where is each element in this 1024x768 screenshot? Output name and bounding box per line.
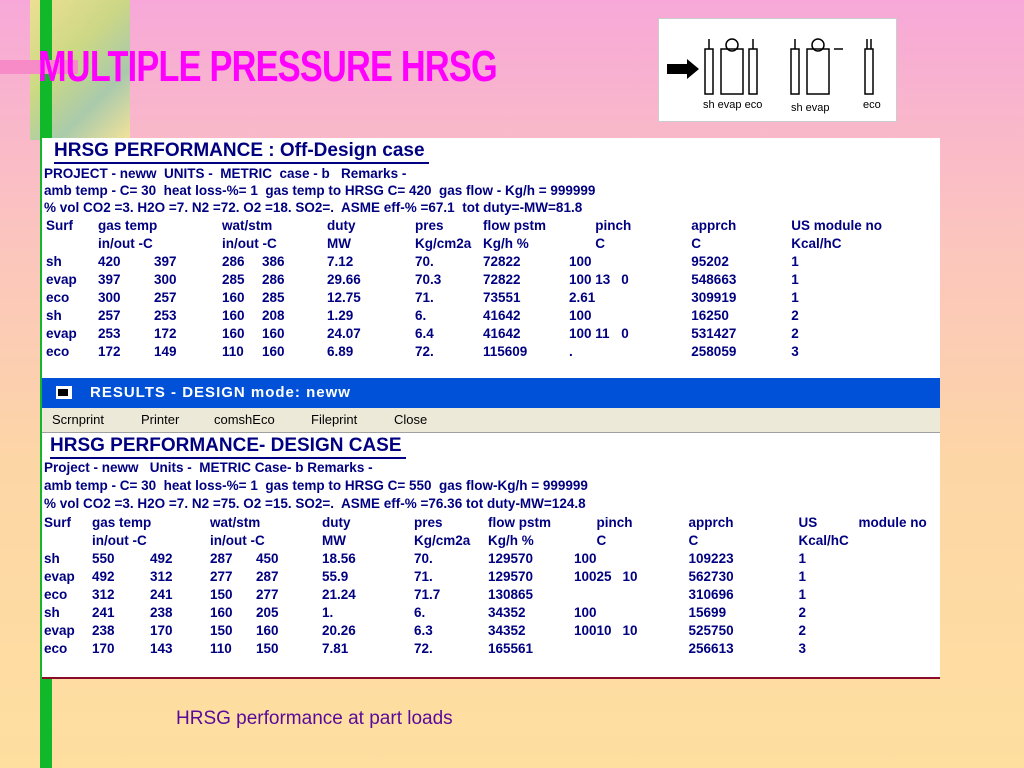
table-header-cell: US [798, 514, 818, 530]
table-cell: 6. [414, 604, 426, 620]
table-cell: eco [46, 343, 70, 359]
table-cell: eco [44, 586, 68, 602]
table-cell: 6.3 [414, 622, 433, 638]
table-header-cell: Kg/cm2a [414, 532, 471, 548]
table-header-cell: MW [327, 235, 351, 251]
table-cell: 72822 [483, 253, 521, 269]
table-cell: 34352 [488, 604, 526, 620]
table-cell: 16250 [691, 307, 729, 323]
table-header-row [46, 234, 882, 252]
table-header-cell: apprch [688, 514, 734, 530]
table-row [44, 603, 927, 621]
table-header-cell: gas temp [92, 514, 152, 530]
table-cell: 72. [414, 640, 433, 656]
table-cell: evap [46, 325, 77, 341]
table-header-cell: in/out -C [222, 235, 277, 251]
table-header-cell: Surf [44, 514, 71, 530]
offdesign-conditions-line: amb temp - C= 30 heat loss-%= 1 gas temp to HRSG C= 420 gas flow - Kg/h = 999999 [44, 183, 596, 198]
table-cell: 286 [262, 271, 285, 287]
design-conditions-line: amb temp - C= 30 heat loss-%= 1 gas temp to HRSG C= 550 gas flow-Kg/h = 999999 [44, 478, 588, 493]
table-cell: 100 [574, 550, 597, 566]
table-cell: 238 [150, 604, 173, 620]
table-cell: 241 [92, 604, 115, 620]
table-cell [623, 603, 689, 621]
table-cell: 256613 [688, 640, 734, 656]
table-cell: 160 [256, 622, 279, 638]
table-header-cell: C [596, 532, 607, 548]
table-cell [621, 288, 691, 306]
table-cell: 73551 [483, 289, 521, 305]
table-cell: 285 [262, 289, 285, 305]
table-header-row [44, 531, 927, 549]
table-cell: 20.26 [322, 622, 356, 638]
table-cell: eco [46, 289, 70, 305]
table-cell: 6. [415, 307, 427, 323]
table-cell: 100 [574, 568, 597, 584]
table-cell: 550 [92, 550, 115, 566]
table-cell: 253 [98, 325, 121, 341]
table-cell: 41642 [483, 307, 521, 323]
table-cell: 100 [569, 271, 592, 287]
table-row [44, 549, 927, 567]
table-cell: 1 [791, 253, 799, 269]
menu-fileprint[interactable]: Fileprint [311, 412, 358, 427]
table-cell: 95202 [691, 253, 729, 269]
design-composition-line: % vol CO2 =3. H2O =7. N2 =75. O2 =15. SO2=. ASME eff-% =76.36 tot duty-MW=124.8 [44, 496, 586, 511]
table-cell: 3 [791, 343, 799, 359]
table-row [46, 288, 882, 306]
table-cell: 312 [92, 586, 115, 602]
table-cell: sh [46, 253, 62, 269]
table-cell: 160 [210, 604, 233, 620]
menu-comsheco[interactable]: comshEco [214, 412, 275, 427]
table-header-cell: pinch [596, 514, 633, 530]
table-header-cell: apprch [691, 217, 737, 233]
table-header-cell: Kcal/hC [798, 532, 849, 548]
table-cell: 300 [154, 271, 177, 287]
table-cell: 150 [210, 586, 233, 602]
table-row [44, 621, 927, 639]
table-header-cell: pinch [595, 217, 632, 233]
table-cell: 130865 [488, 586, 534, 602]
table-cell [597, 639, 623, 657]
table-cell [621, 252, 691, 270]
table-cell: 70. [415, 253, 434, 269]
table-header-cell: Kg/h % [483, 235, 529, 251]
table-header-cell: duty [322, 514, 351, 530]
table-cell: evap [46, 271, 77, 287]
table-cell: 10 [596, 622, 612, 638]
table-header-row [44, 513, 927, 531]
table-cell [623, 585, 689, 603]
table-cell: 71. [414, 568, 433, 584]
table-cell: 70.3 [415, 271, 442, 287]
table-cell: 150 [210, 622, 233, 638]
table-cell [621, 342, 691, 360]
diagram-label-1: sh evap eco [703, 99, 763, 111]
offdesign-composition-line: % vol CO2 =3. H2O =7. N2 =72. O2 =18. SO2=. ASME eff-% =67.1 tot duty=-MW=81.8 [44, 200, 583, 215]
table-cell: 150 [256, 640, 279, 656]
table-cell: 160 [262, 343, 285, 359]
table-header-cell: gas temp [98, 217, 158, 233]
hrsg-schematic-svg [659, 19, 896, 121]
table-cell: 143 [150, 640, 173, 656]
table-cell: 100 [569, 253, 592, 269]
table-cell: 0 [621, 271, 629, 287]
table-cell: 25 [596, 568, 612, 584]
arrow-icon [667, 59, 699, 79]
table-cell: evap [44, 622, 75, 638]
hrsg-schematic [658, 18, 897, 122]
table-cell: 41642 [483, 325, 521, 341]
table-cell: 6.89 [327, 343, 354, 359]
table-cell: 129570 [488, 550, 534, 566]
table-cell: 149 [154, 343, 177, 359]
table-cell: 2.61 [569, 289, 596, 305]
table-cell: 531427 [691, 325, 737, 341]
table-cell: evap [44, 568, 75, 584]
table-cell: 1 [791, 289, 799, 305]
table-cell: 0 [621, 325, 629, 341]
design-project-line: Project - neww Units - METRIC Case- b Remarks - [44, 460, 373, 475]
table-cell: 55.9 [322, 568, 349, 584]
table-cell: 2 [791, 325, 799, 341]
offdesign-table [46, 216, 882, 360]
table-header-cell: Surf [46, 217, 73, 233]
table-cell: 562730 [688, 568, 734, 584]
table-cell: sh [46, 307, 62, 323]
table-cell: 10 [622, 568, 638, 584]
table-header-cell: C [688, 532, 699, 548]
table-cell: 2 [791, 307, 799, 323]
table-cell: 172 [98, 343, 121, 359]
table-cell: 1 [791, 271, 799, 287]
table-header-row [46, 216, 882, 234]
table-cell [597, 585, 623, 603]
table-cell [597, 549, 623, 567]
window-titlebar[interactable] [42, 378, 940, 408]
results-window [42, 378, 940, 678]
table-cell: 277 [256, 586, 279, 602]
menu-scrnprint[interactable]: Scrnprint [52, 412, 105, 427]
table-cell: 1.29 [327, 307, 354, 323]
table-header-cell: C [595, 235, 606, 251]
table-header-cell: MW [322, 532, 346, 548]
diagram-label-3: eco [863, 99, 881, 111]
table-cell: 397 [98, 271, 121, 287]
table-cell: 29.66 [327, 271, 361, 287]
table-cell: 300 [98, 289, 121, 305]
table-header-cell: pres [415, 217, 444, 233]
table-cell: 172 [154, 325, 177, 341]
table-cell: 257 [98, 307, 121, 323]
table-cell [595, 252, 621, 270]
table-cell: 110 [210, 640, 232, 656]
table-cell: 205 [256, 604, 279, 620]
design-title: HRSG PERFORMANCE- DESIGN CASE [50, 435, 406, 459]
table-cell [574, 639, 597, 657]
table-cell: 492 [150, 550, 173, 566]
table-cell: 15699 [688, 604, 727, 620]
table-cell: 386 [262, 253, 285, 269]
table-cell: sh [44, 604, 60, 620]
table-cell: 241 [150, 586, 173, 602]
table-row [44, 585, 927, 603]
table-cell: 72. [415, 343, 434, 359]
table-cell: 450 [256, 550, 279, 566]
window-app-icon [56, 386, 72, 399]
table-cell: 24.07 [327, 325, 361, 341]
table-cell [574, 585, 597, 603]
table-cell: 253 [154, 307, 177, 323]
table-cell: 109223 [688, 550, 734, 566]
table-cell: 13 [595, 271, 611, 287]
table-cell: 492 [92, 568, 115, 584]
table-cell: 309919 [691, 289, 737, 305]
table-cell: 6.4 [415, 325, 434, 341]
table-cell: 287 [210, 550, 233, 566]
table-cell [597, 603, 623, 621]
table-cell: 277 [210, 568, 233, 584]
table-cell: 2 [798, 622, 807, 638]
table-cell: 3 [798, 640, 807, 656]
table-cell [621, 306, 691, 324]
diagram-label-2: sh evap [791, 102, 830, 114]
table-header-cell: duty [327, 217, 356, 233]
table-cell: 257 [154, 289, 177, 305]
table-cell: 258059 [691, 343, 737, 359]
table-header-cell: wat/stm [210, 514, 261, 530]
table-cell [623, 549, 689, 567]
table-cell: 287 [256, 568, 279, 584]
table-cell: 397 [154, 253, 177, 269]
table-cell: 7.81 [322, 640, 349, 656]
table-header-cell: flow pstm [483, 217, 546, 233]
table-header-cell: Kcal/hC [791, 235, 842, 251]
table-cell: 420 [98, 253, 121, 269]
table-cell: 2 [798, 604, 807, 620]
table-cell [595, 306, 621, 324]
table-header-cell: in/out -C [98, 235, 153, 251]
table-header-cell [859, 531, 927, 549]
table-header-cell [44, 531, 92, 549]
table-cell: 208 [262, 307, 285, 323]
table-header-cell: US module no [791, 217, 883, 233]
table-cell: 160 [222, 307, 245, 323]
table-cell: 1 [798, 568, 807, 584]
table-cell: 1 [798, 550, 807, 566]
table-cell [595, 342, 621, 360]
table-cell: 238 [92, 622, 115, 638]
table-row [44, 639, 927, 657]
table-cell: 100 [569, 325, 592, 341]
table-header-cell: pres [414, 514, 443, 530]
table-cell: 71. [415, 289, 434, 305]
table-row [46, 324, 882, 342]
table-header-cell: module no [858, 514, 927, 530]
table-header-cell: wat/stm [222, 217, 273, 233]
table-cell [623, 639, 689, 657]
table-cell: 160 [262, 325, 285, 341]
slide-title: MULTIPLE PRESSURE HRSG [38, 42, 497, 91]
table-cell: 170 [150, 622, 173, 638]
table-row [46, 270, 882, 288]
table-header-cell: in/out -C [210, 532, 265, 548]
table-header-cell: in/out -C [92, 532, 147, 548]
table-row [46, 306, 882, 324]
table-cell: 129570 [488, 568, 534, 584]
table-row [46, 342, 882, 360]
table-cell: 12.75 [327, 289, 361, 305]
offdesign-project-line: PROJECT - neww UNITS - METRIC case - b Remarks - [44, 166, 407, 181]
menu-bar [42, 408, 940, 433]
table-cell: 100 [569, 307, 592, 323]
design-table [44, 513, 927, 657]
table-header-cell: Kg/cm2a [415, 235, 472, 251]
table-cell: 310696 [688, 586, 734, 602]
table-cell: 71.7 [414, 586, 441, 602]
table-cell: 1. [322, 604, 334, 620]
offdesign-title: HRSG PERFORMANCE : Off-Design case [54, 140, 429, 164]
table-cell: eco [44, 640, 68, 656]
table-cell: 110 [222, 343, 244, 359]
table-header-cell: Kg/h % [488, 532, 534, 548]
divider-line [42, 677, 940, 679]
table-cell: 11 [595, 325, 610, 341]
table-cell: 100 [574, 604, 597, 620]
table-cell: 170 [92, 640, 115, 656]
table-cell: 21.24 [322, 586, 356, 602]
table-header-cell [46, 234, 98, 252]
table-cell [595, 288, 621, 306]
table-cell: 10 [622, 622, 638, 638]
table-cell: . [569, 343, 573, 359]
offdesign-panel [42, 138, 940, 378]
table-header-cell: C [691, 235, 702, 251]
table-cell: 286 [222, 253, 245, 269]
table-cell: 160 [222, 325, 245, 341]
table-cell: 312 [150, 568, 173, 584]
table-cell: 100 [574, 622, 597, 638]
table-cell: 285 [222, 271, 245, 287]
menu-close[interactable]: Close [394, 412, 428, 427]
menu-printer[interactable]: Printer [141, 412, 180, 427]
table-cell: 115609 [483, 343, 528, 359]
table-cell: 7.12 [327, 253, 354, 269]
table-cell: 525750 [688, 622, 734, 638]
table-cell: 18.56 [322, 550, 356, 566]
table-cell: 1 [798, 586, 807, 602]
window-title: RESULTS - DESIGN mode: neww [90, 384, 351, 401]
table-row [46, 252, 882, 270]
table-header-cell: flow pstm [488, 514, 551, 530]
table-cell: 160 [222, 289, 245, 305]
table-cell: 34352 [488, 622, 526, 638]
table-cell: sh [44, 550, 60, 566]
table-row [44, 567, 927, 585]
table-cell: 72822 [483, 271, 521, 287]
table-cell: 70. [414, 550, 433, 566]
slide-caption: HRSG performance at part loads [176, 708, 453, 729]
table-cell: 548663 [691, 271, 737, 287]
table-cell: 165561 [488, 640, 534, 656]
